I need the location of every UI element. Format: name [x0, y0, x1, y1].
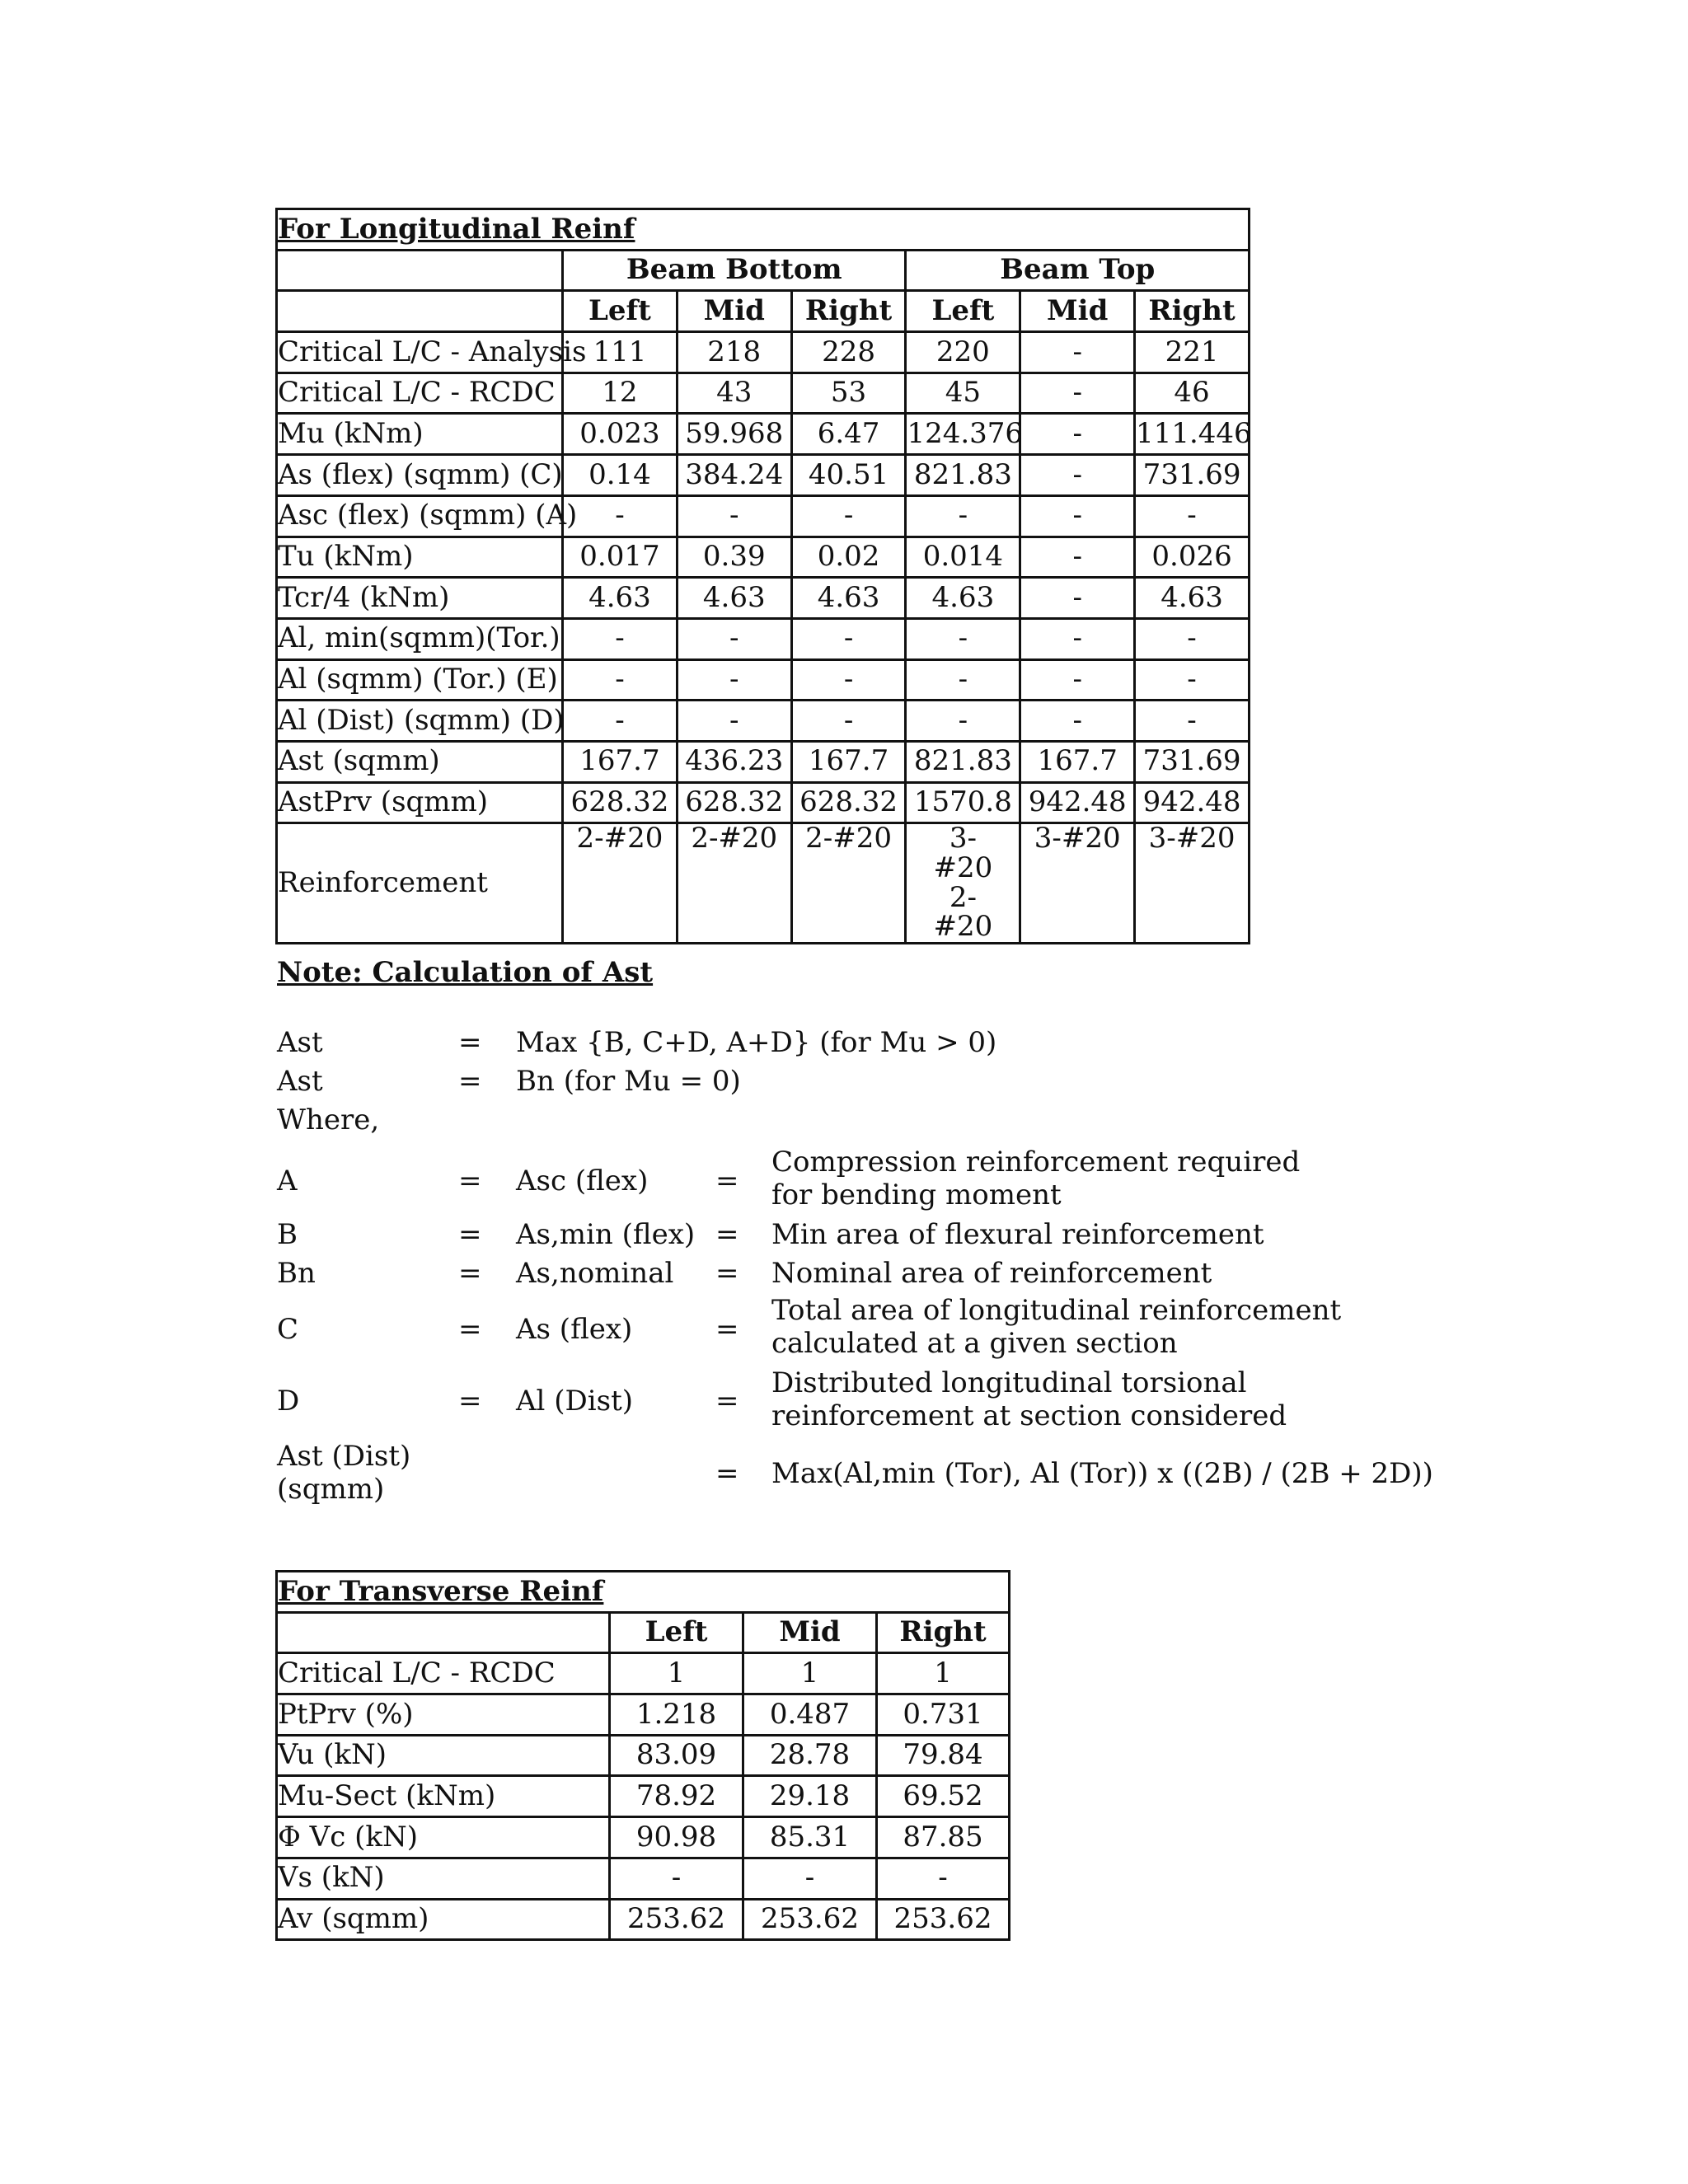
table-cell: 1 — [610, 1653, 743, 1694]
table-cell: - — [1020, 373, 1135, 414]
table-cell: 384.24 — [677, 455, 791, 496]
empty-header-cell — [277, 291, 563, 332]
table-row — [277, 495, 1250, 537]
table-cell: 12 — [563, 373, 678, 414]
table-cell: 69.52 — [877, 1776, 1010, 1817]
table-cell: - — [1135, 618, 1250, 659]
row-label: As (flex) (sqmm) (C) — [277, 455, 563, 496]
table-cell: 111.446 — [1135, 414, 1250, 455]
table-cell: - — [563, 701, 678, 742]
table-row — [277, 578, 1250, 619]
equals-sign: = — [715, 1313, 739, 1346]
table-row — [277, 701, 1250, 742]
definition-symbol: C — [277, 1313, 299, 1346]
table-cell: 4.63 — [563, 578, 678, 619]
equals-sign: = — [458, 1257, 482, 1290]
ast-symbol: Ast — [277, 1065, 323, 1098]
table-cell: 0.023 — [563, 414, 678, 455]
table-cell: 2-#20 — [791, 823, 906, 944]
table-row — [277, 741, 1250, 782]
row-label: Reinforcement — [277, 823, 563, 944]
row-label: Tcr/4 (kNm) — [277, 578, 563, 619]
row-label: Vu (kN) — [277, 1735, 610, 1776]
definition-symbol: B — [277, 1218, 298, 1251]
column-header: Left — [906, 291, 1020, 332]
table-cell: - — [791, 701, 906, 742]
table-cell: 43 — [677, 373, 791, 414]
definition-term: Asc (flex) — [516, 1165, 649, 1197]
table-cell: - — [1135, 495, 1250, 537]
table-cell: - — [677, 495, 791, 537]
table-row — [277, 618, 1250, 659]
equals-sign: = — [458, 1026, 482, 1059]
table-cell: 942.48 — [1135, 782, 1250, 823]
equals-sign: = — [458, 1218, 482, 1251]
table-cell: - — [791, 495, 906, 537]
table-cell: - — [1020, 495, 1135, 537]
ast-formula: Bn (for Mu = 0) — [516, 1065, 741, 1098]
table-row — [277, 1899, 1010, 1940]
table-cell: 83.09 — [610, 1735, 743, 1776]
table-cell: 28.78 — [743, 1735, 877, 1776]
row-label: Al (Dist) (sqmm) (D) — [277, 701, 563, 742]
table-cell: - — [1020, 537, 1135, 578]
longitudinal-reinf-table — [275, 208, 1250, 944]
table-cell: - — [906, 701, 1020, 742]
table-cell: 4.63 — [791, 578, 906, 619]
table-cell: - — [906, 495, 1020, 537]
transverse-table-title: For Transverse Reinf — [277, 1572, 1010, 1613]
transverse-table-body — [277, 1572, 1010, 1940]
definition-description: Total area of longitudinal reinforcement calculated at a given section — [771, 1294, 1342, 1360]
table-cell: 0.39 — [677, 537, 791, 578]
table-row — [277, 1653, 1010, 1694]
table-cell: 4.63 — [1135, 578, 1250, 619]
table-cell: 0.014 — [906, 537, 1020, 578]
row-label: Critical L/C - RCDC — [277, 1653, 610, 1694]
table-cell: 79.84 — [877, 1735, 1010, 1776]
table-cell: 628.32 — [677, 782, 791, 823]
transverse-reinf-table — [275, 1570, 1010, 1941]
table-cell: 45 — [906, 373, 1020, 414]
definition-term: Al (Dist) — [516, 1385, 634, 1418]
table-cell: 3-#20 — [1135, 823, 1250, 944]
table-row — [277, 455, 1250, 496]
table-cell: 253.62 — [877, 1899, 1010, 1940]
column-header: Left — [563, 291, 678, 332]
row-label: Al (sqmm) (Tor.) (E) — [277, 659, 563, 701]
beam-bottom-header: Beam Bottom — [563, 250, 906, 291]
equals-sign: = — [715, 1165, 739, 1197]
table-cell: 218 — [677, 332, 791, 373]
table-cell: 0.731 — [877, 1694, 1010, 1736]
column-header-row — [277, 1612, 1010, 1653]
table-cell: 46 — [1135, 373, 1250, 414]
row-label: Φ Vc (kN) — [277, 1817, 610, 1858]
table-cell: 4.63 — [677, 578, 791, 619]
note-title: Note: Calculation of Ast — [277, 956, 654, 989]
column-header: Mid — [1020, 291, 1135, 332]
table-row — [277, 537, 1250, 578]
row-label: PtPrv (%) — [277, 1694, 610, 1736]
table-cell: - — [1020, 659, 1135, 701]
table-title-row — [277, 1572, 1010, 1613]
column-header: Mid — [743, 1612, 877, 1653]
table-cell: 1.218 — [610, 1694, 743, 1736]
row-label: Al, min(sqmm)(Tor.) — [277, 618, 563, 659]
definition-symbol: A — [277, 1165, 298, 1197]
longitudinal-table-title: For Longitudinal Reinf — [277, 209, 1250, 251]
table-cell: 0.026 — [1135, 537, 1250, 578]
table-cell: 78.92 — [610, 1776, 743, 1817]
table-cell: 0.14 — [563, 455, 678, 496]
table-cell: 221 — [1135, 332, 1250, 373]
longitudinal-table-body — [277, 209, 1250, 944]
where-label: Where, — [277, 1104, 380, 1137]
table-cell: - — [1135, 659, 1250, 701]
row-label: Asc (flex) (sqmm) (A) — [277, 495, 563, 537]
table-cell: 1570.8 — [906, 782, 1020, 823]
table-cell: 220 — [906, 332, 1020, 373]
table-cell: 228 — [791, 332, 906, 373]
ast-formula: Max {B, C+D, A+D} (for Mu > 0) — [516, 1026, 997, 1059]
table-cell: - — [877, 1858, 1010, 1899]
table-row — [277, 1735, 1010, 1776]
ast-dist-label: Ast (Dist) (sqmm) — [277, 1440, 411, 1506]
table-cell: 29.18 — [743, 1776, 877, 1817]
table-cell: 111 — [563, 332, 678, 373]
group-header-row — [277, 250, 1250, 291]
column-header: Left — [610, 1612, 743, 1653]
table-cell: 0.02 — [791, 537, 906, 578]
table-cell: 0.487 — [743, 1694, 877, 1736]
table-cell: 436.23 — [677, 741, 791, 782]
row-label: AstPrv (sqmm) — [277, 782, 563, 823]
table-cell: - — [791, 618, 906, 659]
table-cell: - — [906, 659, 1020, 701]
equals-sign: = — [458, 1065, 482, 1098]
table-cell: - — [563, 495, 678, 537]
table-cell: - — [677, 701, 791, 742]
table-cell: - — [791, 659, 906, 701]
table-row — [277, 1694, 1010, 1736]
definition-term: As,nominal — [516, 1257, 674, 1290]
table-row — [277, 1858, 1010, 1899]
definition-description: Compression reinforcement required for bending moment — [771, 1146, 1301, 1212]
table-cell: 942.48 — [1020, 782, 1135, 823]
table-row — [277, 373, 1250, 414]
definition-description: Distributed longitudinal torsional reinforcement at section considered — [771, 1366, 1287, 1432]
table-cell: - — [677, 618, 791, 659]
row-label: Tu (kNm) — [277, 537, 563, 578]
table-row — [277, 1817, 1010, 1858]
table-cell: 1 — [877, 1653, 1010, 1694]
table-cell: 85.31 — [743, 1817, 877, 1858]
table-cell: 253.62 — [743, 1899, 877, 1940]
table-row — [277, 414, 1250, 455]
table-cell: - — [743, 1858, 877, 1899]
table-cell: 628.32 — [791, 782, 906, 823]
row-label: Mu-Sect (kNm) — [277, 1776, 610, 1817]
definition-symbol: Bn — [277, 1257, 316, 1290]
ast-dist-formula: Max(Al,min (Tor), Al (Tor)) x ((2B) / (2B + 2D)) — [771, 1457, 1433, 1490]
row-label: Vs (kN) — [277, 1858, 610, 1899]
definition-description: Nominal area of reinforcement — [771, 1257, 1212, 1290]
table-cell: - — [906, 618, 1020, 659]
table-cell: 6.47 — [791, 414, 906, 455]
table-cell: 124.376 — [906, 414, 1020, 455]
table-cell: - — [610, 1858, 743, 1899]
table-cell: - — [1135, 701, 1250, 742]
table-cell: 40.51 — [791, 455, 906, 496]
row-label: Mu (kNm) — [277, 414, 563, 455]
equals-sign: = — [715, 1457, 739, 1490]
empty-header-cell — [277, 1612, 610, 1653]
table-cell: 1 — [743, 1653, 877, 1694]
row-label: Av (sqmm) — [277, 1899, 610, 1940]
table-cell: 167.7 — [791, 741, 906, 782]
equals-sign: = — [458, 1385, 482, 1418]
table-cell: 821.83 — [906, 741, 1020, 782]
table-cell: - — [563, 659, 678, 701]
table-row — [277, 659, 1250, 701]
table-cell: 821.83 — [906, 455, 1020, 496]
column-header-row — [277, 291, 1250, 332]
column-header: Right — [877, 1612, 1010, 1653]
table-cell: - — [1020, 701, 1135, 742]
table-cell: 90.98 — [610, 1817, 743, 1858]
table-title-row — [277, 209, 1250, 251]
table-cell: 731.69 — [1135, 741, 1250, 782]
table-row — [277, 1776, 1010, 1817]
table-cell: - — [1020, 332, 1135, 373]
table-cell: 3-#20 — [1020, 823, 1135, 944]
table-cell: - — [1020, 618, 1135, 659]
column-header: Right — [791, 291, 906, 332]
table-cell: 87.85 — [877, 1817, 1010, 1858]
equals-sign: = — [458, 1313, 482, 1346]
equals-sign: = — [715, 1257, 739, 1290]
table-cell: 3-#20 2-#20 — [906, 823, 1020, 944]
definition-term: As,min (flex) — [516, 1218, 696, 1251]
table-row — [277, 782, 1250, 823]
equals-sign: = — [715, 1385, 739, 1418]
table-cell: - — [677, 659, 791, 701]
column-header: Right — [1135, 291, 1250, 332]
table-cell: 2-#20 — [677, 823, 791, 944]
empty-header-cell — [277, 250, 563, 291]
table-cell: 167.7 — [1020, 741, 1135, 782]
table-cell: 253.62 — [610, 1899, 743, 1940]
table-cell: 59.968 — [677, 414, 791, 455]
equals-sign: = — [715, 1218, 739, 1251]
row-label: Ast (sqmm) — [277, 741, 563, 782]
column-header: Mid — [677, 291, 791, 332]
table-cell: - — [1020, 414, 1135, 455]
row-label: Critical L/C - Analysis — [277, 332, 563, 373]
table-cell: 731.69 — [1135, 455, 1250, 496]
table-cell: - — [1020, 455, 1135, 496]
table-cell: 167.7 — [563, 741, 678, 782]
reinforcement-row — [277, 823, 1250, 944]
definition-symbol: D — [277, 1385, 300, 1418]
definition-description: Min area of flexural reinforcement — [771, 1218, 1264, 1251]
beam-top-header: Beam Top — [906, 250, 1250, 291]
ast-symbol: Ast — [277, 1026, 323, 1059]
table-row — [277, 332, 1250, 373]
table-cell: 0.017 — [563, 537, 678, 578]
definition-term: As (flex) — [516, 1313, 633, 1346]
table-cell: 4.63 — [906, 578, 1020, 619]
table-cell: 2-#20 — [563, 823, 678, 944]
table-cell: - — [563, 618, 678, 659]
row-label: Critical L/C - RCDC — [277, 373, 563, 414]
equals-sign: = — [458, 1165, 482, 1197]
table-cell: 53 — [791, 373, 906, 414]
table-cell: 628.32 — [563, 782, 678, 823]
table-cell: - — [1020, 578, 1135, 619]
